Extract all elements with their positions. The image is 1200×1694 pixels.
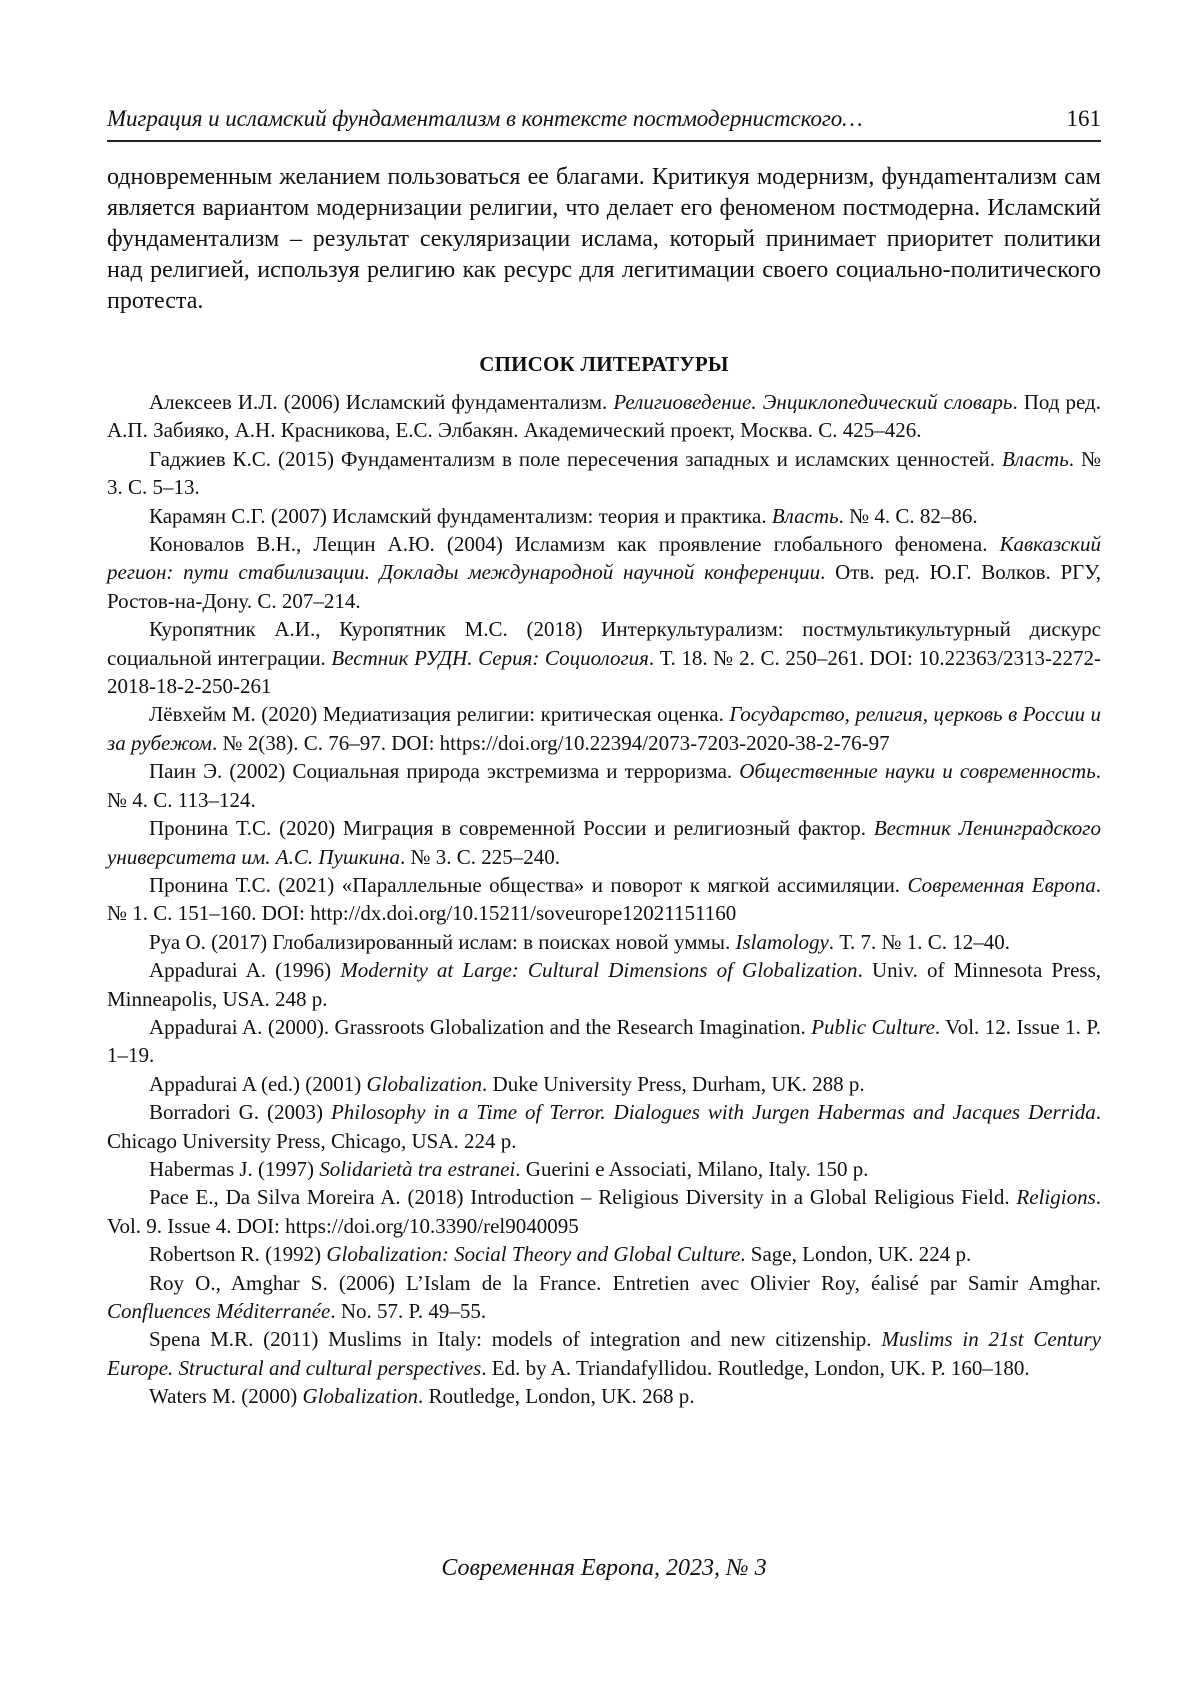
reference-source-title: Религиоведение. Энциклопедический словарь	[613, 390, 1013, 414]
reference-source-title: Власть	[771, 503, 839, 528]
reference-details: . Guerini e Associati, Milano, Italy. 150 p.	[515, 1156, 869, 1181]
reference-item	[107, 700, 1101, 757]
reference-details: . Routledge, London, UK. 268 p.	[417, 1384, 695, 1409]
reference-source-title: Вестник Ленинградского университета им. А.С. Пушкина	[107, 816, 1101, 869]
reference-text: Appadurai A (ed.) (2001)	[149, 1071, 367, 1096]
reference-text: Куропятник А.И., Куропятник М.С. (2018) Интеркультурализм: постмультикультурный дискурс социальной интеграции.	[107, 617, 1101, 670]
reference-item	[107, 814, 1101, 871]
reference-source-title: Modernity at Large: Cultural Dimensions of Globalization	[340, 958, 858, 983]
reference-text: Паин Э. (2002) Социальная природа экстремизма и терроризма.	[149, 759, 740, 784]
reference-source-title: Globalization	[366, 1071, 483, 1096]
reference-text: Пронина Т.С. (2020) Миграция в современной России и религиозный фактор.	[149, 816, 874, 841]
reference-details: . № 4. С. 82–86.	[838, 503, 978, 528]
reference-item	[107, 928, 1101, 956]
reference-details: . № 4. С. 113–124.	[107, 759, 1101, 812]
reference-source-title: Власть	[1001, 446, 1069, 471]
reference-text: Roy O., Amghar S. (2006) L’Islam de la France. Entretien avec Olivier Roy, éalisé par Samir Amghar.	[149, 1270, 1101, 1295]
reference-source-title: Religions	[1016, 1185, 1096, 1210]
reference-source-title: Globalization: Social Theory and Global Culture	[326, 1242, 741, 1267]
reference-item	[107, 956, 1101, 1013]
reference-item	[107, 615, 1101, 700]
reference-item	[107, 1013, 1101, 1070]
reference-item	[107, 1098, 1101, 1155]
reference-text: Коновалов В.Н., Лещин А.Ю. (2004) Исламизм как проявление глобального феномена.	[149, 532, 1000, 557]
reference-details: . Т. 18. № 2. С. 250–261. DOI: 10.22363/2313-2272-2018-18-2-250-261	[107, 645, 1102, 699]
reference-text: Habermas J. (1997)	[149, 1156, 320, 1181]
reference-item	[107, 530, 1101, 615]
reference-details: . Отв. ред. Ю.Г. Волков. РГУ, Ростов-на-Дону. С. 207–214.	[107, 560, 1101, 613]
reference-text: Руа О. (2017) Глобализированный ислам: в поисках новой уммы.	[149, 929, 736, 954]
reference-details: . Duke University Press, Durham, UK. 288 p.	[482, 1071, 865, 1096]
reference-item	[107, 1183, 1101, 1240]
reference-source-title: Public Culture	[811, 1014, 935, 1039]
reference-item	[107, 1269, 1101, 1326]
reference-source-title: Кавказский регион: пути стабилизации. Доклады международной научной конференции	[107, 532, 1101, 585]
reference-source-title: Confluences Méditerranée	[107, 1299, 331, 1323]
reference-item	[107, 871, 1101, 928]
reference-details: . No. 57. P. 49–55.	[330, 1299, 487, 1323]
reference-item	[107, 388, 1101, 445]
running-header	[107, 106, 1101, 142]
reference-item	[107, 1070, 1101, 1098]
reference-details: . № 3. С. 225–240.	[399, 844, 560, 869]
reference-item	[107, 757, 1101, 814]
reference-source-title: Государство, религия, церковь в России и за рубежом	[107, 702, 1101, 755]
reference-details: . Под ред. А.П. Забияко, А.Н. Красникова, Е.С. Элбакян. Академический проект, Москва. С. 425–426.	[107, 390, 1101, 443]
reference-source-title: Globalization	[302, 1384, 418, 1409]
reference-source-title: Islamology	[735, 929, 829, 954]
reference-details: . Ed. by A. Triandafyllidou. Routledge, London, UK. P. 160–180.	[481, 1355, 1030, 1380]
reference-source-title: Общественные науки и современность	[739, 759, 1096, 784]
reference-details: . Vol. 12. Issue 1. P. 1–19.	[107, 1014, 1101, 1068]
reference-details: . Т. 7. № 1. С. 12–40.	[828, 929, 1011, 954]
reference-source-title: Muslims in 21st Century Europe. Structural and cultural perspectives	[107, 1327, 1102, 1380]
reference-source-title: Philosophy in a Time of Terror. Dialogues with Jurgen Habermas and Jacques Derrida	[330, 1100, 1096, 1125]
reference-text: Appadurai A. (1996)	[149, 958, 341, 983]
page	[107, 0, 1101, 1694]
reference-item	[107, 1325, 1101, 1382]
reference-text: Pace E., Da Silva Moreira A. (2018) Introduction – Religious Diversity in a Global Religious Field.	[149, 1185, 1017, 1210]
page-number: 161	[1066, 106, 1101, 131]
reference-item	[107, 1240, 1101, 1268]
reference-item	[107, 445, 1101, 502]
reference-text: Гаджиев К.С. (2015) Фундаментализм в поле пересечения западных и исламских ценностей.	[149, 446, 1002, 471]
reference-details: . Chicago University Press, Chicago, USA. 224 p.	[107, 1100, 1101, 1153]
reference-text: Spena M.R. (2011) Muslims in Italy: models of integration and new citizenship.	[149, 1327, 882, 1352]
reference-item	[107, 1155, 1101, 1183]
reference-details: . № 2(38). С. 76–97. DOI: https://doi.org/10.22394/2073-7203-2020-38-2-76-97	[211, 730, 890, 755]
body-paragraph: одновременным желанием пользоваться ее благами. Критикуя модернизм, фундаmентализм сам является вариантом модернизации религии, что делает его феноменом постмодерна. Исламский фундаментализм – результат секуляризации ислама, который принимает приоритет политики над религией, используя религию как ресурс для легитимации своего социально-политического протеста.	[107, 164, 1101, 314]
reference-details: . № 1. С. 151–160. DOI: http://dx.doi.org/10.15211/soveurope12021151160	[107, 872, 1101, 926]
reference-text: Waters M. (2000)	[149, 1384, 303, 1409]
reference-item	[107, 502, 1101, 530]
reference-details: . Vol. 9. Issue 4. DOI: https://doi.org/10.3390/rel9040095	[107, 1185, 1101, 1238]
reference-text: Алексеев И.Л. (2006) Исламский фундаментализм.	[149, 390, 614, 414]
reference-text: Appadurai A. (2000). Grassroots Globalization and the Research Imagination.	[149, 1014, 812, 1039]
references-list	[107, 388, 1101, 1411]
running-title: Миграция и исламский фундаментализм в контексте постмодернистского…	[107, 106, 863, 131]
reference-item	[107, 1382, 1101, 1410]
reference-details: . Sage, London, UK. 224 p.	[740, 1242, 972, 1267]
reference-text: Карамян С.Г. (2007) Исламский фундаментализм: теория и практика.	[149, 503, 772, 528]
reference-source-title: Современная Европа	[907, 872, 1096, 897]
reference-text: Robertson R. (1992)	[149, 1242, 327, 1267]
reference-details: . Univ. of Minnesota Press, Minneapolis, USA. 248 p.	[107, 958, 1102, 1011]
reference-text: Лёвхейм М. (2020) Медиатизация религии: критическая оценка.	[149, 702, 730, 727]
reference-source-title: Вестник РУДН. Серия: Социология	[331, 645, 649, 670]
reference-source-title: Solidarietà tra estranei	[319, 1156, 516, 1181]
references-heading: СПИСОК ЛИТЕРАТУРЫ	[479, 352, 729, 376]
running-footer: Современная Европа, 2023, № 3	[441, 1555, 767, 1581]
reference-text: Пронина Т.С. (2021) «Параллельные общества» и поворот к мягкой ассимиляции.	[149, 872, 908, 897]
reference-details: . № 3. С. 5–13.	[107, 446, 1101, 500]
reference-text: Borradori G. (2003)	[149, 1100, 331, 1125]
